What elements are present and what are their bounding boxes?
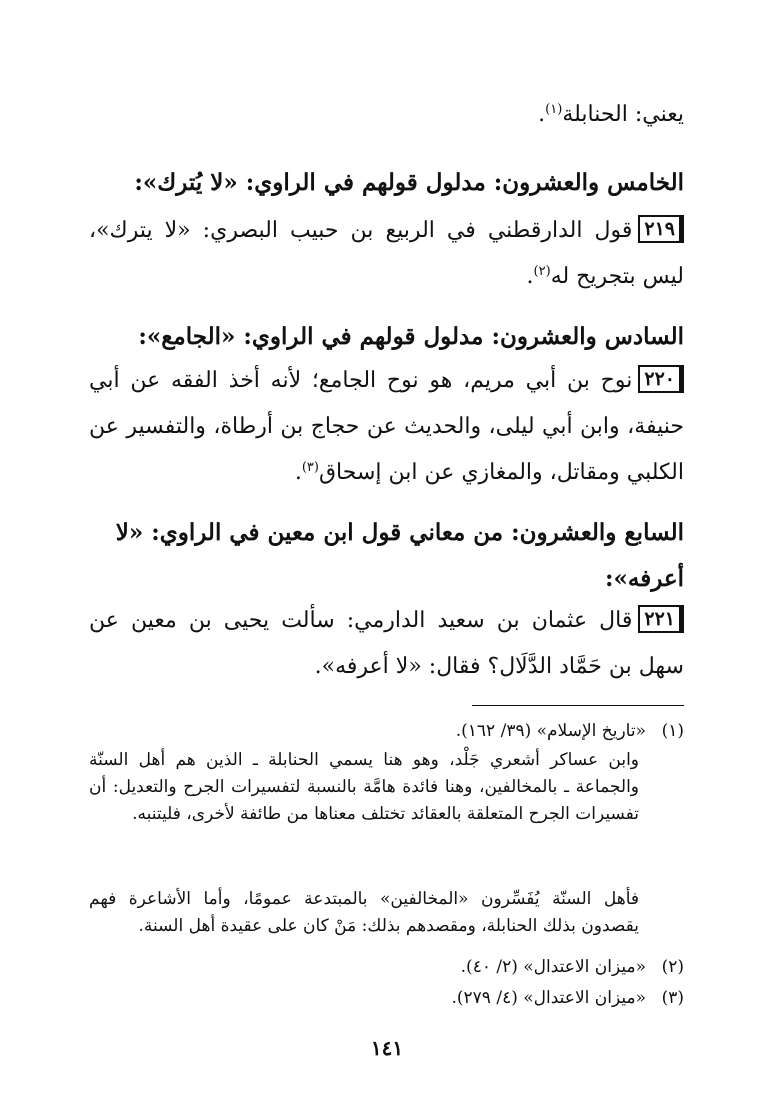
footnote-text: «تاريخ الإسلام» (٣٩/ ١٦٢). — [455, 721, 646, 741]
heading-section-26: السادس والعشرون: مدلول قولهم في الراوي: «الجامع»: — [138, 323, 684, 350]
intro-line: يعني: الحنابلة$^{(١)}$. — [538, 102, 684, 127]
footnote-number: (٢) — [661, 957, 684, 977]
entry-number-box: ٢٢١ — [638, 605, 684, 633]
entry-number-box: ٢١٩ — [638, 215, 684, 243]
entry-220: ٢٢٠نوح بن أبي مريم، هو نوح الجامع؛ لأنه أخذ الفقه عن أبي حنيفة، وابن أبي ليلى، والحديث عن حجاج بن أرطاة، والتفسير عن الكلبي ومقاتل، والمغازي عن ابن إسحاق$^{(٣)}$. — [89, 358, 684, 496]
entry-text: قول الدارقطني في الربيع بن حبيب البصري: «لا يترك»، ليس بتجريح له — [89, 218, 684, 289]
footnote-3 — [89, 985, 684, 1012]
footnote-1-para-2: فأهل السنّة يُفَسِّرون «المخالفين» بالمبتدعة عمومًا، وأما الأشاعرة فهم يقصدون بذلك الحنابلة، ومقصدهم بذلك: مَنْ كان على عقيدة أهل السنة. — [89, 889, 639, 936]
heading-section-25: الخامس والعشرون: مدلول قولهم في الراوي: «لا يُترك»: — [134, 169, 684, 196]
footnote-1 — [89, 718, 684, 745]
entry-number-box: ٢٢٠ — [638, 365, 684, 393]
footnote-2 — [89, 954, 684, 981]
footnote-number: (١) — [661, 721, 684, 741]
page-number: ١٤١ — [370, 1036, 404, 1060]
entry-text: قال عثمان بن سعيد الدارمي: سألت يحيى بن معين عن سهل بن حَمَّاد الدَّلَال؟ فقال: «لا أعرفه». — [89, 608, 684, 679]
entry-219: ٢١٩قول الدارقطني في الربيع بن حبيب البصري: «لا يترك»، ليس بتجريح له$^{(٢)}$. — [89, 208, 684, 300]
heading-section-27: السابع والعشرون: من معاني قول ابن معين في الراوي: «لا أعرفه»: — [115, 519, 684, 592]
footnote-ref-2[interactable]: (٢) — [533, 264, 551, 279]
footnote-text: «ميزان الاعتدال» (٤/ ٢٧٩). — [451, 988, 646, 1008]
footnote-ref-1[interactable]: (١) — [545, 102, 563, 117]
entry-text: نوح بن أبي مريم، هو نوح الجامع؛ لأنه أخذ الفقه عن أبي حنيفة، وابن أبي ليلى، والحديث عن حجاج بن أرطاة، والتفسير عن الكلبي ومقاتل، والمغازي عن ابن إسحاق — [89, 368, 684, 485]
footnote-1-para-1: وابن عساكر أشعري جَلْد، وهو هنا يسمي الحنابلة ـ الذين هم أهل السنّة والجماعة ـ بالمخالفين، وهنا فائدة هامَّة بالنسبة لتفسيرات الجرح والتعديل: أن تفسيرات الجرح المتعلقة بالعقائد تختلف معناها من طائفة لأخرى، فليتنبه. — [89, 750, 639, 824]
entry-221 — [89, 598, 684, 690]
footnote-ref-3[interactable]: (٣) — [301, 460, 319, 475]
footnote-separator — [472, 705, 684, 706]
footnote-number: (٣) — [661, 988, 684, 1008]
intro-text: يعني: الحنابلة — [562, 102, 684, 127]
footnote-text: «ميزان الاعتدال» (٢/ ٤٠). — [460, 957, 646, 977]
